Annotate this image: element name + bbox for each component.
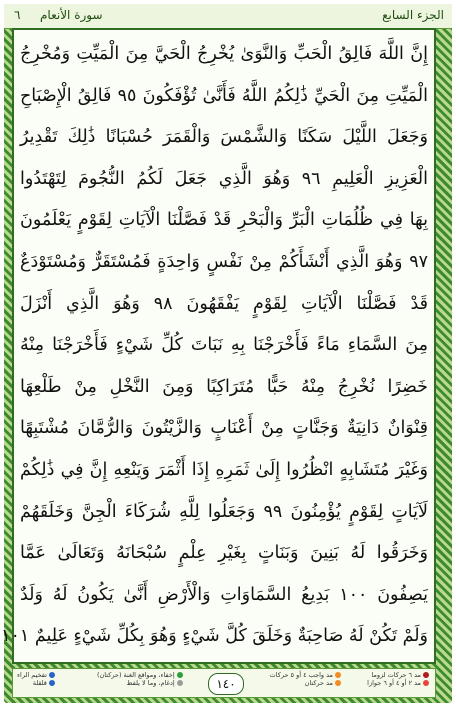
legend-group-tafkheem [17,671,57,687]
verse-text-block [1,34,428,658]
legend-label: إدغام، وما لا يلفظ [126,679,175,687]
verse-line: ٩٧ وَهُوَ الَّذِي أَنْشَأَكُمْ مِنْ نَفْسٍ وَاحِدَةٍ فَمُسْتَقَرٌّ وَمُسْتَوْدَعٌ [20,251,428,272]
legend-dot-dark-red [423,672,429,678]
verse-line: الْمَيِّتِ مِنَ الْحَيِّ ذَٰلِكُمُ اللَّهُ فَأَنَّىٰ تُؤْفَكُونَ ٩٥ فَالِقُ الْإِصْبَاحِ [20,85,428,106]
legend-label: قلقلة [32,679,47,687]
quran-page [1,28,436,664]
legend-dot-orange [335,672,341,678]
surah-number: ٦ [14,8,21,22]
legend-group-madd [367,671,431,687]
verse-line: قَدْ فَصَّلْنَا الْآيَاتِ لِقَوْمٍ يَفْقَهُونَ ٩٨ وَهُوَ الَّذِي أَنْزَلَ [20,293,428,314]
legend-label: مد ٢ أو ٤ أو ٦ جوازا [367,679,421,687]
legend-group-ghunna [97,671,185,687]
legend-dot-blue [49,680,55,686]
legend-label: إخفاء، ومواقع الغنة (حركتان) [97,671,175,679]
page-number: ١٤٠ [208,673,244,695]
page-header [4,4,452,29]
legend-dot-green [177,672,183,678]
verse-line: لَآيَاتٍ لِقَوْمٍ يُؤْمِنُونَ ٩٩ وَجَعَلُوا لِلَّهِ شُرَكَاءَ الْجِنَّ وَخَلَقَهُمْ [20,501,428,522]
verse-line: وَلَمْ تَكُنْ لَهُ صَاحِبَةٌ وَخَلَقَ كُلَّ شَيْءٍ وَهُوَ بِكُلِّ شَيْءٍ عَلِيمٌ ١٠١ [1,626,428,647]
verse-line: خَضِرًا نُخْرِجُ مِنْهُ حَبًّا مُتَرَاكِبًا وَمِنَ النَّخْلِ مِنْ طَلْعِهَا [20,376,428,397]
legend-label: مد ٦ حركات لزوما [371,671,421,679]
surah-label: سورة الأنعام [40,8,103,22]
verse-line: إِنَّ اللَّهَ فَالِقُ الْحَبِّ وَالنَّوَىٰ يُخْرِجُ الْحَيَّ مِنَ الْمَيِّتِ وَمُخْرِجُ [20,44,428,64]
verse-line: بِهَا فِي ظُلُمَاتِ الْبَرِّ وَالْبَحْرِ قَدْ فَصَّلْنَا الْآيَاتِ لِقَوْمٍ يَعْلَمُونَ [20,210,428,231]
legend-dot-red [423,680,429,686]
juz-label: الجزء السابع [382,8,444,22]
legend-group-madd-2 [270,671,343,687]
legend-dot-gray [177,680,183,686]
tajweed-legend-footer [12,668,436,698]
verse-line: مِنَ السَّمَاءِ مَاءً فَأَخْرَجْنَا بِهِ نَبَاتَ كُلِّ شَيْءٍ فَأَخْرَجْنَا مِنْهُ [20,335,428,356]
verse-line: وَجَعَلَ اللَّيْلَ سَكَنًا وَالشَّمْسَ وَالْقَمَرَ حُسْبَانًا ذَٰلِكَ تَقْدِيرُ [20,127,428,148]
legend-label: مد حركتان [304,679,333,687]
legend-label: تفخيم الراء [17,671,47,679]
verse-line: وَغَيْرَ مُتَشَابِهٍ انْظُرُوا إِلَىٰ ثَمَرِهِ إِذَا أَثْمَرَ وَيَنْعِهِ إِنَّ فِي ذَٰلِكُمْ [20,459,428,480]
legend-dot-blue-dark [49,672,55,678]
legend-label: مد واجب ٤ أو ٥ حركات [269,671,333,679]
verse-line: الْعَزِيزِ الْعَلِيمِ ٩٦ وَهُوَ الَّذِي جَعَلَ لَكُمُ النُّجُومَ لِتَهْتَدُوا [20,168,428,189]
verse-line: يَصِفُونَ ١٠٠ بَدِيعُ السَّمَاوَاتِ وَالْأَرْضِ أَنَّىٰ يَكُونُ لَهُ وَلَدٌ [20,584,428,605]
verse-line: قِنْوَانٌ دَانِيَةٌ وَجَنَّاتٍ مِنْ أَعْنَابٍ وَالزَّيْتُونَ وَالرُّمَّانَ مُشْتَبِهًا [20,418,428,439]
legend-dot-orange-light [335,680,341,686]
verse-line: وَخَرَقُوا لَهُ بَنِينَ وَبَنَاتٍ بِغَيْرِ عِلْمٍ سُبْحَانَهُ وَتَعَالَىٰ عَمَّا [20,543,428,564]
